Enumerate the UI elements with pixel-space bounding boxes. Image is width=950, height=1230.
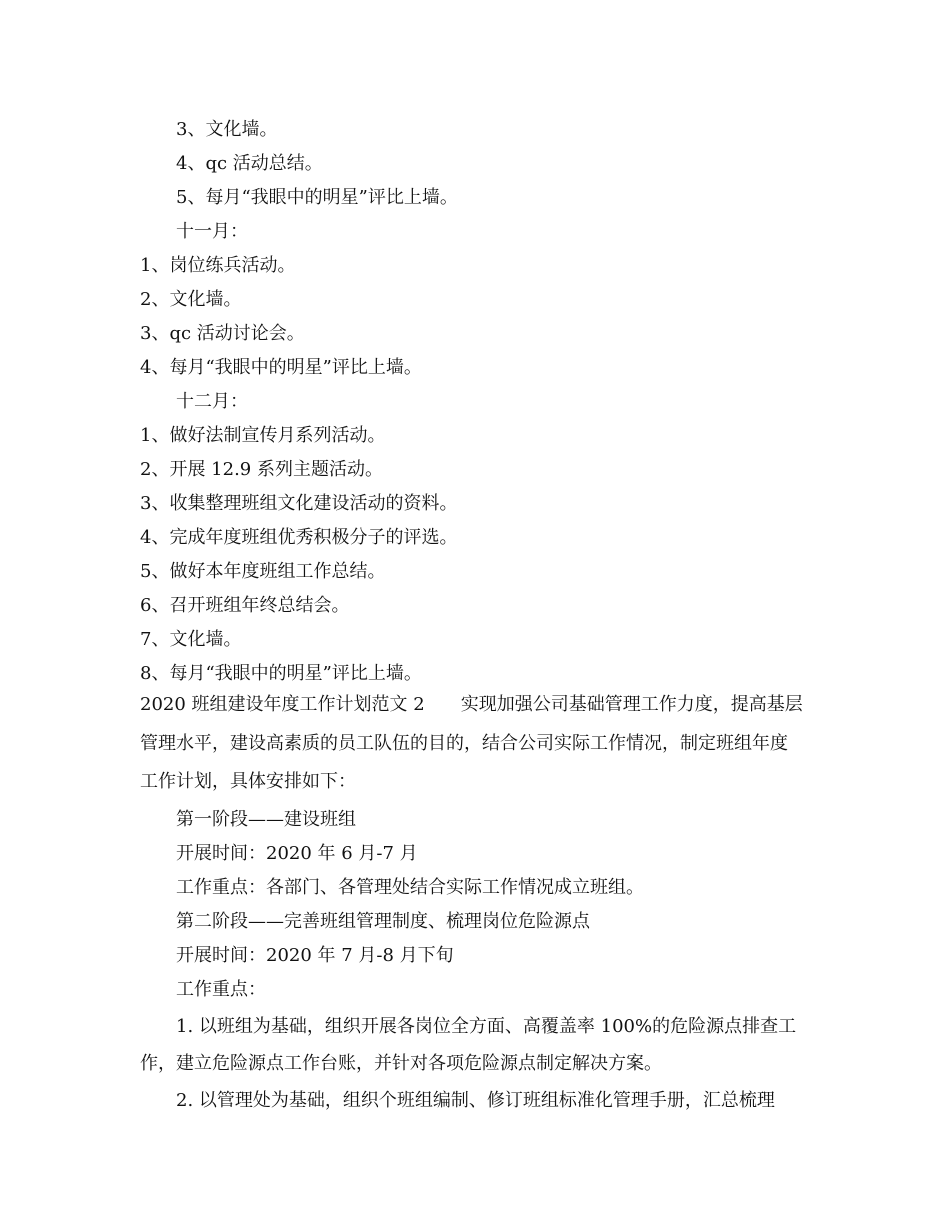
stage-focus: 工作重点： — [176, 979, 266, 1000]
intro-paragraph-line: 管理水平，建设高素质的员工队伍的目的，结合公司实际工作情况，制定班组年度 — [140, 733, 788, 754]
intro-paragraph-line: 工作计划，具体安排如下： — [140, 771, 356, 792]
list-item: 8、每月“我眼中的明星”评比上墙。 — [140, 663, 422, 684]
month-heading: 十二月： — [176, 391, 248, 412]
list-item: 1、岗位练兵活动。 — [140, 255, 296, 276]
list-item: 1、做好法制宣传月系列活动。 — [140, 425, 386, 446]
numbered-item-line: 1. 以班组为基础，组织开展各岗位全方面、高覆盖率 100%的危险源点排查工 — [176, 1016, 797, 1037]
stage-time: 开展时间：2020 年 6 月-7 月 — [176, 843, 418, 864]
numbered-item-line: 作，建立危险源点工作台账，并针对各项危险源点制定解决方案。 — [140, 1053, 662, 1074]
list-item: 5、做好本年度班组工作总结。 — [140, 561, 386, 582]
list-item: 7、文化墙。 — [140, 629, 242, 650]
list-item: 4、qc 活动总结。 — [176, 153, 323, 174]
list-item: 2、开展 12.9 系列主题活动。 — [140, 459, 383, 480]
stage-title: 第一阶段——建设班组 — [176, 809, 356, 830]
list-item: 3、收集整理班组文化建设活动的资料。 — [140, 493, 458, 514]
list-item: 2、文化墙。 — [140, 289, 242, 310]
month-heading: 十一月： — [176, 221, 248, 242]
stage-time: 开展时间：2020 年 7 月-8 月下旬 — [176, 945, 454, 966]
list-item: 4、完成年度班组优秀积极分子的评选。 — [140, 527, 458, 548]
list-item: 3、文化墙。 — [176, 119, 278, 140]
list-item: 3、qc 活动讨论会。 — [140, 323, 305, 344]
list-item: 4、每月“我眼中的明星”评比上墙。 — [140, 357, 422, 378]
intro-paragraph-line: 2020 班组建设年度工作计划范文 2 实现加强公司基础管理工作力度，提高基层 — [140, 694, 803, 715]
stage-title: 第二阶段——完善班组管理制度、梳理岗位危险源点 — [176, 911, 590, 932]
list-item: 6、召开班组年终总结会。 — [140, 595, 350, 616]
list-item: 5、每月“我眼中的明星”评比上墙。 — [176, 187, 458, 208]
stage-focus: 工作重点：各部门、各管理处结合实际工作情况成立班组。 — [176, 877, 644, 898]
numbered-item-line: 2. 以管理处为基础，组织个班组编制、修订班组标准化管理手册，汇总梳理 — [176, 1090, 775, 1111]
